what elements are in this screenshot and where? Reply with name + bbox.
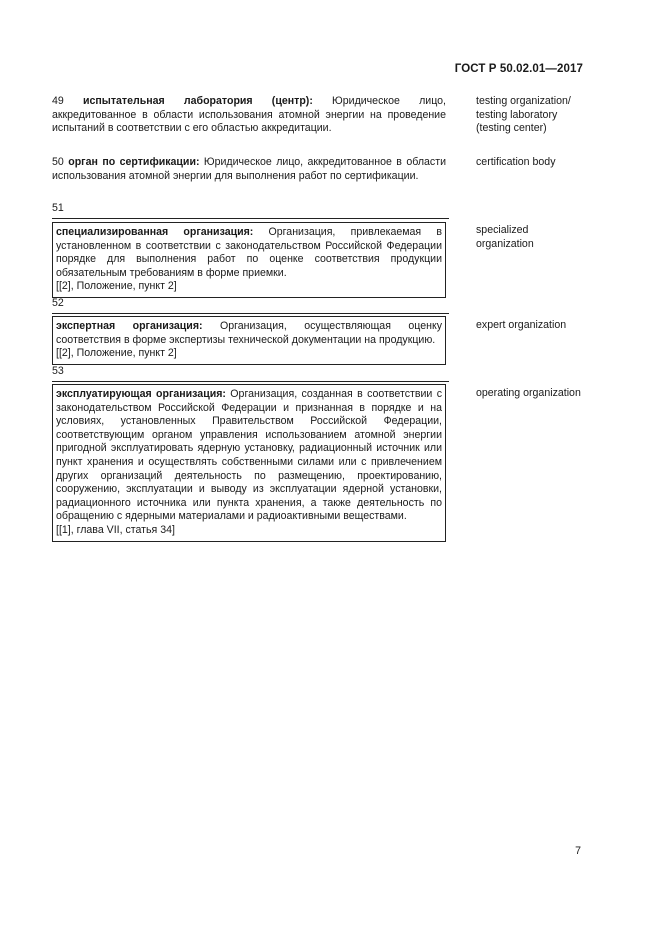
term-source: [[2], Положение, пункт 2] xyxy=(56,347,177,360)
term-text: Юридическое лицо, аккредитованное в области использования атомной энергии для выполнения работ по сертификации. xyxy=(52,156,446,182)
term-name: специализированная организация: xyxy=(56,226,254,238)
divider xyxy=(52,313,449,314)
term-name: экспертная организация: xyxy=(56,320,203,332)
divider xyxy=(52,218,449,219)
term-definition-box-51 xyxy=(52,222,446,298)
term-definition-box-52 xyxy=(52,316,446,365)
term-number: 49 xyxy=(52,95,64,107)
page-number: 7 xyxy=(575,845,581,857)
term-text: Организация, привлекаемая в установленном в соответствии с законодательством Российской Федерации порядке для выполнения работ по оценке соответствия продукции обязательным требованиям в форме приемки. xyxy=(56,226,442,279)
term-definition-49 xyxy=(52,95,446,136)
term-english-49: testing organization/ testing laboratory (testing center) xyxy=(476,95,571,135)
term-english-53: operating organization xyxy=(476,387,581,399)
term-source: [[1], глава VII, статья 34] xyxy=(56,523,175,536)
term-name: испытательная лаборатория (центр): xyxy=(83,95,313,107)
term-text: Юридическое лицо, аккредитованное в области использования атомной энергии на проведение испытаний в соответствии с его областью аккредитации. xyxy=(52,95,446,135)
term-text: Организация, осуществляющая оценку соответствия в форме экспертизы технической документации на продукцию. xyxy=(56,320,442,346)
divider xyxy=(52,381,449,382)
term-number: 50 xyxy=(52,156,64,168)
term-definition-50 xyxy=(52,156,446,183)
term-text: Организация, созданная в соответствии с законодательством Российской Федерации и признанная в порядке и на условиях, установленных Правительством Российской Федерации, соответствующим органом управления использованием атомной энергии пригодной эксплуатировать ядерную установку, радиационный источник или пункт хранения и осуществлять собственными силами или с привлечением других организаций деятельность по размещению, проектированию, сооружению, эксплуатации и выводу из эксплуатации ядерной установки, радиационного источника или пункта хранения, а также деятельность по обращению с ядерными материалами и радиоактивными веществами. xyxy=(56,388,442,523)
term-number-52: 52 xyxy=(52,297,64,309)
standard-code-header: ГОСТ Р 50.02.01—2017 xyxy=(454,63,583,75)
term-name: эксплуатирующая организация: xyxy=(56,388,226,400)
term-english-52: expert organization xyxy=(476,319,567,331)
term-english-51: specialized organization xyxy=(476,224,534,250)
term-number-51: 51 xyxy=(52,202,64,214)
term-english-50: certification body xyxy=(476,156,556,168)
term-name: орган по сертификации: xyxy=(68,156,200,168)
term-source: [[2], Положение, пункт 2] xyxy=(56,280,177,293)
term-number-53: 53 xyxy=(52,365,64,377)
term-definition-box-53 xyxy=(52,384,446,542)
